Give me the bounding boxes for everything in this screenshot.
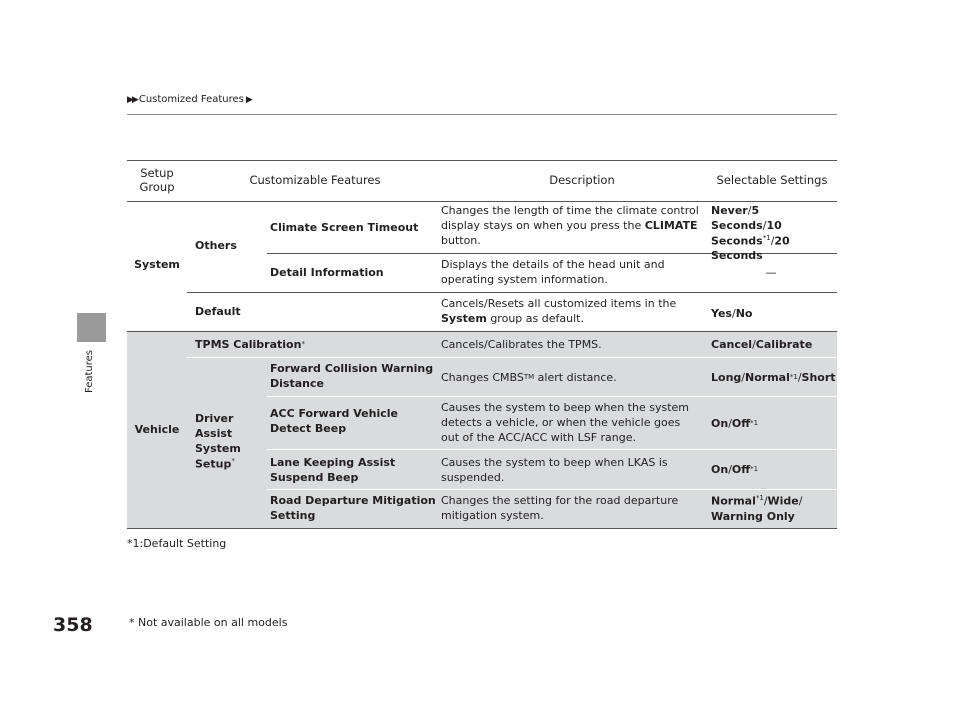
table-header [127,160,837,202]
header-features: Customizable Features [249,173,381,188]
settings-tpms-calibration: Cancel / Calibrate [711,337,813,351]
feature-default: Default [195,304,241,318]
feature-tpms-calibration: TPMS Calibration * [195,337,305,351]
double-arrow-icon: ▶▶ [127,94,137,105]
desc-tpms-calibration: Cancels/Calibrates the TPMS. [441,337,602,351]
row-divider [187,357,837,358]
desc-climate-screen-timeout: Changes the length of time the climate control display stays on when you press the CLIMATE button. [441,204,699,247]
settings-lane-keeping-assist-suspend-beep: On / Off *1 [711,462,759,476]
section-side-label: Features [84,350,95,393]
subgroup-driver-assist: Driver Assist System Setup* [195,412,241,471]
footnote-default-setting: *1:Default Setting [127,537,227,550]
row-divider [267,396,837,397]
header-rule [127,114,837,115]
group-system: System [134,257,180,271]
feature-climate-screen-timeout: Climate Screen Timeout [270,220,419,234]
settings-climate-screen-timeout: Never/5 Seconds/10 Seconds$^{*1}$/20 Seconds [711,204,790,263]
feature-road-departure-mitigation: Road Departure Mitigation Setting [270,494,436,522]
desc-forward-collision-warning: Changes CMBS TM alert distance. [441,370,617,384]
footnote-availability: * Not available on all models [129,616,288,629]
settings-default: Yes / No [711,306,753,320]
breadcrumb-label: Customized Features [138,94,244,105]
section-tab-marker [77,313,106,342]
feature-acc-forward-vehicle-detect-beep: ACC Forward Vehicle Detect Beep [270,407,398,435]
table-bottom-rule [127,528,837,529]
row-divider [267,489,837,490]
settings-forward-collision-warning: Long / Normal *1 / Short [711,370,836,384]
desc-default: Cancels/Resets all customized items in the System group as default. [441,297,677,325]
feature-detail-information: Detail Information [270,265,384,279]
header-settings: Selectable Settings [716,173,828,188]
row-divider [267,449,837,450]
settings-acc-forward-vehicle-detect-beep: On / Off *1 [711,416,759,430]
page-number: 358 [53,614,93,636]
feature-lane-keeping-assist-suspend-beep: Lane Keeping Assist Suspend Beep [270,456,396,484]
group-vehicle: Vehicle [134,422,180,436]
breadcrumb [127,94,251,105]
header-group: Setup Group [139,166,175,194]
desc-road-departure-mitigation: Changes the setting for the road departure mitigation system. [441,494,679,522]
desc-acc-forward-vehicle-detect-beep: Causes the system to beep when the system detects a vehicle, or when the vehicle goes out of the ACC/ACC with LSF range. [441,401,689,444]
row-divider [187,292,837,293]
header-description: Description [549,173,615,188]
desc-detail-information: Displays the details of the head unit and operating system information. [441,258,665,286]
arrow-icon: ▶ [245,94,251,105]
settings-road-departure-mitigation: Normal$^{*1}$/Wide/ Warning Only [711,494,803,523]
desc-lane-keeping-assist-suspend-beep: Causes the system to beep when LKAS is suspended. [441,456,668,484]
subgroup-others: Others [195,238,237,252]
feature-forward-collision-warning: Forward Collision Warning Distance [270,362,434,390]
settings-detail-information: — [765,265,777,279]
